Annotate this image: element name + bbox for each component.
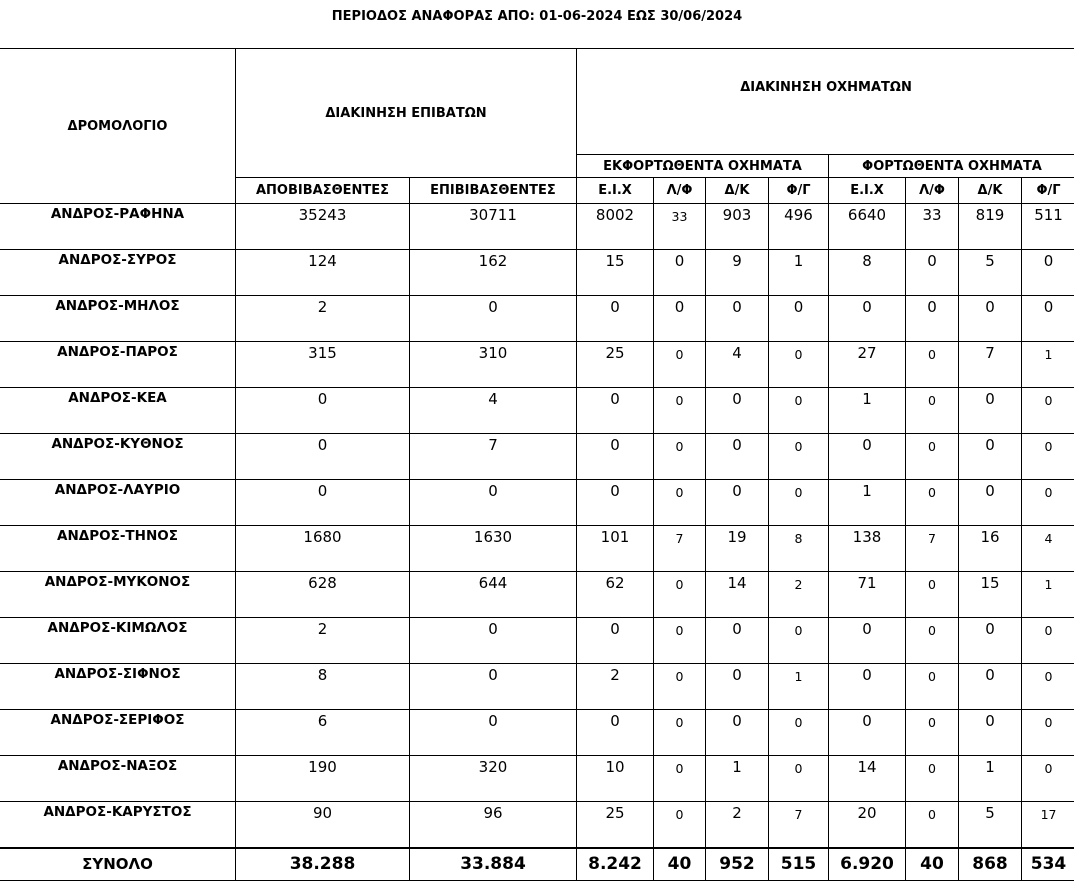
table-row <box>0 710 1074 756</box>
value-cell: 0 <box>769 388 829 434</box>
value-cell: 90 <box>236 802 410 848</box>
value-cell: 0 <box>1022 710 1074 756</box>
value-cell: 0 <box>577 434 654 480</box>
value-cell: 8002 <box>577 204 654 250</box>
value-cell: 0 <box>577 388 654 434</box>
value-cell: 16 <box>959 526 1022 572</box>
value-cell: 0 <box>1022 250 1074 296</box>
value-cell: 0 <box>706 296 769 342</box>
value-cell: 903 <box>706 204 769 250</box>
table-row <box>0 756 1074 802</box>
value-cell: 515 <box>769 848 829 881</box>
table-row <box>0 204 1074 250</box>
value-cell: 33 <box>654 204 706 250</box>
value-cell: 138 <box>829 526 906 572</box>
table-row <box>0 572 1074 618</box>
route-cell: ΑΝΔΡΟΣ-ΝΑΞΟΣ <box>0 756 236 802</box>
value-cell: 0 <box>769 710 829 756</box>
header-unloaded-fg: Φ/Γ <box>769 178 829 204</box>
value-cell: 0 <box>769 342 829 388</box>
value-cell: 1 <box>829 480 906 526</box>
value-cell: 2 <box>706 802 769 848</box>
value-cell: 0 <box>959 296 1022 342</box>
value-cell: 0 <box>829 710 906 756</box>
value-cell: 101 <box>577 526 654 572</box>
value-cell: 33 <box>906 204 959 250</box>
value-cell: 124 <box>236 250 410 296</box>
value-cell: 38.288 <box>236 848 410 881</box>
value-cell: 0 <box>410 710 577 756</box>
value-cell: 0 <box>706 710 769 756</box>
route-cell: ΑΝΔΡΟΣ-ΣΙΦΝΟΣ <box>0 664 236 710</box>
value-cell: 15 <box>577 250 654 296</box>
value-cell: 0 <box>654 664 706 710</box>
value-cell: 27 <box>829 342 906 388</box>
route-cell: ΑΝΔΡΟΣ-ΚΕΑ <box>0 388 236 434</box>
value-cell: 2 <box>236 296 410 342</box>
value-cell: 0 <box>906 710 959 756</box>
value-cell: 1 <box>959 756 1022 802</box>
value-cell: 8 <box>236 664 410 710</box>
value-cell: 0 <box>577 296 654 342</box>
value-cell: 0 <box>906 802 959 848</box>
value-cell: 0 <box>1022 756 1074 802</box>
value-cell: 819 <box>959 204 1022 250</box>
value-cell: 0 <box>906 250 959 296</box>
value-cell: 19 <box>706 526 769 572</box>
value-cell: 534 <box>1022 848 1074 881</box>
value-cell: 0 <box>906 572 959 618</box>
value-cell: 0 <box>236 434 410 480</box>
value-cell: 0 <box>706 618 769 664</box>
route-cell: ΑΝΔΡΟΣ-ΣΕΡΙΦΟΣ <box>0 710 236 756</box>
value-cell: 868 <box>959 848 1022 881</box>
header-loaded-dk: Δ/Κ <box>959 178 1022 204</box>
route-cell: ΑΝΔΡΟΣ-ΚΥΘΝΟΣ <box>0 434 236 480</box>
value-cell: 952 <box>706 848 769 881</box>
value-cell: 0 <box>959 618 1022 664</box>
value-cell: 1 <box>706 756 769 802</box>
value-cell: 0 <box>1022 664 1074 710</box>
value-cell: 0 <box>1022 388 1074 434</box>
value-cell: 0 <box>577 618 654 664</box>
value-cell: 1630 <box>410 526 577 572</box>
value-cell: 0 <box>829 296 906 342</box>
value-cell: 0 <box>654 388 706 434</box>
value-cell: 7 <box>906 526 959 572</box>
value-cell: 0 <box>706 388 769 434</box>
value-cell: 71 <box>829 572 906 618</box>
value-cell: 0 <box>769 618 829 664</box>
value-cell: 644 <box>410 572 577 618</box>
value-cell: 0 <box>654 434 706 480</box>
value-cell: 4 <box>1022 526 1074 572</box>
value-cell: 0 <box>1022 618 1074 664</box>
value-cell: 0 <box>654 710 706 756</box>
value-cell: 7 <box>959 342 1022 388</box>
report-period-title: ΠΕΡΙΟΔΟΣ ΑΝΑΦΟΡΑΣ ΑΠΟ: 01-06-2024 ΕΩΣ 30/06/2024 <box>0 9 1074 24</box>
value-cell: 5 <box>959 802 1022 848</box>
header-route: ΔΡΟΜΟΛΟΓΙΟ <box>0 49 236 204</box>
value-cell: 17 <box>1022 802 1074 848</box>
value-cell: 8.242 <box>577 848 654 881</box>
value-cell: 0 <box>410 618 577 664</box>
header-loaded-fg: Φ/Γ <box>1022 178 1074 204</box>
header-loaded-vehicles: ΦΟΡΤΩΘΕΝΤΑ ΟΧΗΜΑΤΑ <box>829 155 1074 178</box>
table-body <box>0 204 1074 881</box>
value-cell: 0 <box>654 250 706 296</box>
value-cell: 62 <box>577 572 654 618</box>
value-cell: 320 <box>410 756 577 802</box>
value-cell: 0 <box>410 664 577 710</box>
value-cell: 6 <box>236 710 410 756</box>
value-cell: 0 <box>906 296 959 342</box>
value-cell: 20 <box>829 802 906 848</box>
header-embarked: ΕΠΙΒΙΒΑΣΘΕΝΤΕΣ <box>410 178 577 204</box>
header-loaded-lf: Λ/Φ <box>906 178 959 204</box>
table-row <box>0 434 1074 480</box>
value-cell: 8 <box>829 250 906 296</box>
value-cell: 10 <box>577 756 654 802</box>
table-row <box>0 526 1074 572</box>
value-cell: 40 <box>654 848 706 881</box>
value-cell: 628 <box>236 572 410 618</box>
header-unloaded-eix: Ε.Ι.Χ <box>577 178 654 204</box>
header-unloaded-dk: Δ/Κ <box>706 178 769 204</box>
value-cell: 5 <box>959 250 1022 296</box>
value-cell: 0 <box>236 388 410 434</box>
value-cell: 8 <box>769 526 829 572</box>
value-cell: 0 <box>959 388 1022 434</box>
value-cell: 6640 <box>829 204 906 250</box>
value-cell: 2 <box>236 618 410 664</box>
value-cell: 0 <box>769 756 829 802</box>
value-cell: 0 <box>410 480 577 526</box>
header-unloaded-lf: Λ/Φ <box>654 178 706 204</box>
table-row <box>0 480 1074 526</box>
value-cell: 14 <box>829 756 906 802</box>
value-cell: 0 <box>829 664 906 710</box>
value-cell: 15 <box>959 572 1022 618</box>
value-cell: 0 <box>654 802 706 848</box>
value-cell: 9 <box>706 250 769 296</box>
value-cell: 0 <box>654 342 706 388</box>
value-cell: 1 <box>1022 572 1074 618</box>
value-cell: 0 <box>1022 480 1074 526</box>
route-cell: ΑΝΔΡΟΣ-ΜΥΚΟΝΟΣ <box>0 572 236 618</box>
value-cell: 96 <box>410 802 577 848</box>
value-cell: 0 <box>906 756 959 802</box>
value-cell: 0 <box>654 296 706 342</box>
value-cell: 315 <box>236 342 410 388</box>
value-cell: 0 <box>236 480 410 526</box>
value-cell: 0 <box>769 434 829 480</box>
value-cell: 0 <box>906 664 959 710</box>
route-cell: ΑΝΔΡΟΣ-ΛΑΥΡΙΟ <box>0 480 236 526</box>
value-cell: 190 <box>236 756 410 802</box>
value-cell: 0 <box>829 434 906 480</box>
value-cell: 7 <box>410 434 577 480</box>
value-cell: 2 <box>577 664 654 710</box>
value-cell: 0 <box>959 710 1022 756</box>
value-cell: 0 <box>829 618 906 664</box>
header-loaded-eix: Ε.Ι.Χ <box>829 178 906 204</box>
value-cell: 0 <box>769 480 829 526</box>
value-cell: 6.920 <box>829 848 906 881</box>
header-disembarked: ΑΠΟΒΙΒΑΣΘΕΝΤΕΣ <box>236 178 410 204</box>
value-cell: 0 <box>906 618 959 664</box>
value-cell: 4 <box>706 342 769 388</box>
header-passengers: ΔΙΑΚΙΝΗΣΗ ΕΠΙΒΑΤΩΝ <box>236 49 577 178</box>
table-row <box>0 342 1074 388</box>
value-cell: 0 <box>410 296 577 342</box>
value-cell: 0 <box>654 756 706 802</box>
value-cell: 0 <box>959 664 1022 710</box>
value-cell: 1 <box>829 388 906 434</box>
value-cell: 0 <box>654 618 706 664</box>
value-cell: 7 <box>654 526 706 572</box>
value-cell: 1 <box>1022 342 1074 388</box>
value-cell: 162 <box>410 250 577 296</box>
table-row <box>0 250 1074 296</box>
value-cell: 2 <box>769 572 829 618</box>
route-cell: ΑΝΔΡΟΣ-ΜΗΛΟΣ <box>0 296 236 342</box>
table-row <box>0 802 1074 848</box>
value-cell: 310 <box>410 342 577 388</box>
value-cell: 7 <box>769 802 829 848</box>
value-cell: 0 <box>906 342 959 388</box>
value-cell: 0 <box>906 388 959 434</box>
value-cell: 0 <box>706 664 769 710</box>
value-cell: 4 <box>410 388 577 434</box>
route-cell: ΑΝΔΡΟΣ-ΚΙΜΩΛΟΣ <box>0 618 236 664</box>
value-cell: 30711 <box>410 204 577 250</box>
value-cell: 0 <box>577 710 654 756</box>
value-cell: 0 <box>706 434 769 480</box>
value-cell: 0 <box>1022 296 1074 342</box>
value-cell: 0 <box>706 480 769 526</box>
value-cell: 0 <box>654 480 706 526</box>
value-cell: 1680 <box>236 526 410 572</box>
value-cell: 0 <box>769 296 829 342</box>
total-label: ΣΥΝΟΛΟ <box>0 848 236 881</box>
value-cell: 0 <box>959 480 1022 526</box>
value-cell: 1 <box>769 250 829 296</box>
table-row <box>0 296 1074 342</box>
table-row <box>0 388 1074 434</box>
value-cell: 0 <box>577 480 654 526</box>
value-cell: 35243 <box>236 204 410 250</box>
value-cell: 0 <box>906 480 959 526</box>
header-vehicles: ΔΙΑΚΙΝΗΣΗ ΟΧΗΜΑΤΩΝ <box>577 49 1074 155</box>
value-cell: 25 <box>577 342 654 388</box>
value-cell: 0 <box>906 434 959 480</box>
route-cell: ΑΝΔΡΟΣ-ΣΥΡΟΣ <box>0 250 236 296</box>
value-cell: 0 <box>1022 434 1074 480</box>
value-cell: 0 <box>959 434 1022 480</box>
route-cell: ΑΝΔΡΟΣ-ΠΑΡΟΣ <box>0 342 236 388</box>
table-row <box>0 618 1074 664</box>
value-cell: 496 <box>769 204 829 250</box>
route-cell: ΑΝΔΡΟΣ-ΤΗΝΟΣ <box>0 526 236 572</box>
value-cell: 33.884 <box>410 848 577 881</box>
value-cell: 14 <box>706 572 769 618</box>
header-unloaded-vehicles: ΕΚΦΟΡΤΩΘΕΝΤΑ ΟΧΗΜΑΤΑ <box>577 155 829 178</box>
table-row <box>0 664 1074 710</box>
route-cell: ΑΝΔΡΟΣ-ΚΑΡΥΣΤΟΣ <box>0 802 236 848</box>
value-cell: 40 <box>906 848 959 881</box>
value-cell: 511 <box>1022 204 1074 250</box>
ferry-traffic-table <box>0 48 1074 881</box>
value-cell: 1 <box>769 664 829 710</box>
value-cell: 25 <box>577 802 654 848</box>
value-cell: 0 <box>654 572 706 618</box>
route-cell: ΑΝΔΡΟΣ-ΡΑΦΗΝΑ <box>0 204 236 250</box>
